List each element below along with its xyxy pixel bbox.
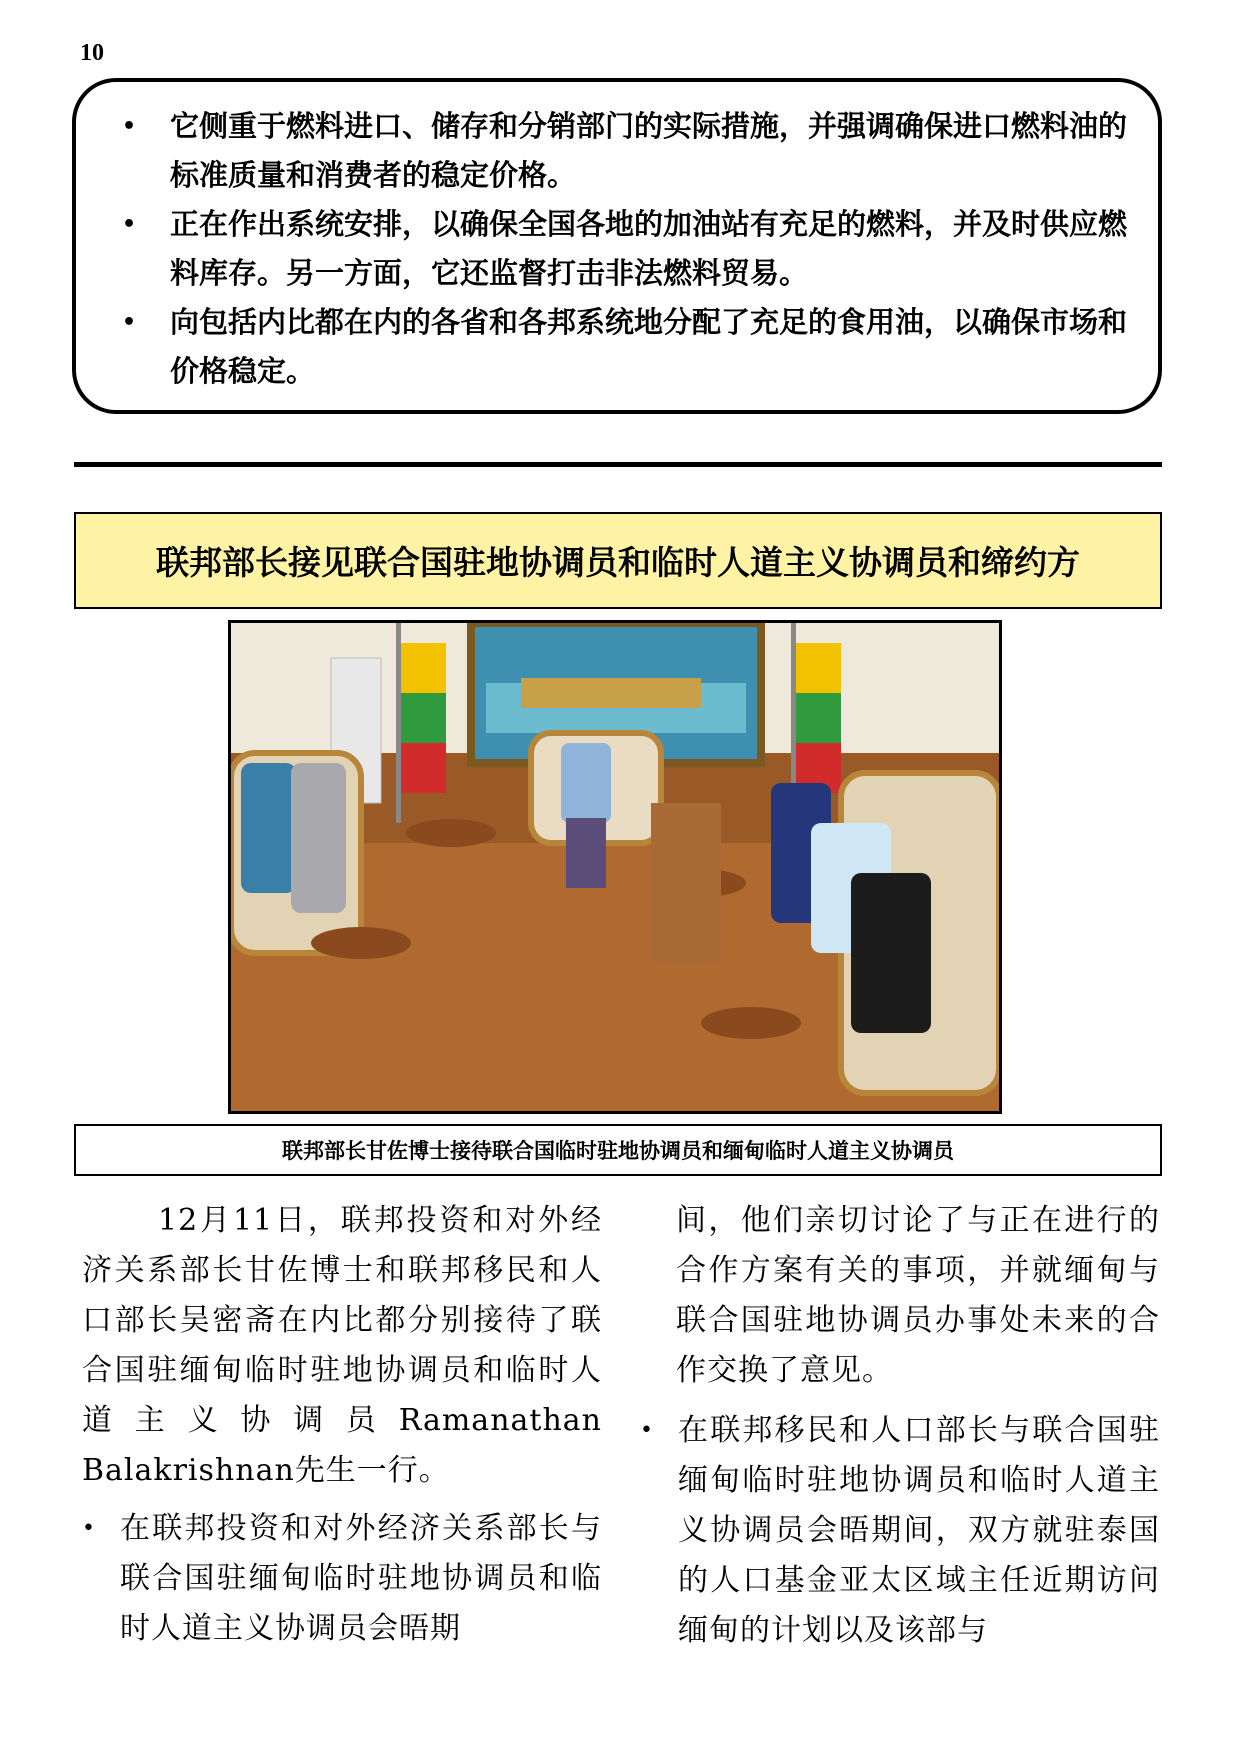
list-item [640, 1406, 1160, 1656]
article-bullet-continuation: 间，他们亲切讨论了与正在进行的合作方案有关的事项，并就缅甸与联合国驻地协调员办事处未来的合作交换了意见。 [676, 1203, 1160, 1388]
article-intro: 12月11日，联邦投资和对外经济关系部长甘佐博士和联邦移民和人口部长吴密斋在内比都分别接待了联合国驻缅甸临时驻地协调员和临时人道主义协调员Ramanathan Balakrishnan先生一行。 [82, 1203, 602, 1488]
summary-list [116, 102, 1138, 396]
bullet-icon: • [82, 1516, 96, 1541]
photo-caption-box [74, 1124, 1162, 1176]
bullet-icon: • [640, 1418, 654, 1443]
list-item [82, 1504, 602, 1654]
photo-caption: 联邦部长甘佐博士接待联合国临时驻地协调员和缅甸临时人道主义协调员 [282, 1139, 954, 1163]
bullet-icon: • [122, 212, 137, 237]
headline: 联邦部长接见联合国驻地协调员和临时人道主义协调员和缔约方 [156, 543, 1080, 582]
bullet-icon: • [122, 310, 137, 335]
article-bullet-text: 在联邦投资和对外经济关系部长与联合国驻缅甸临时驻地协调员和临时人道主义协调员会晤期 [120, 1511, 602, 1646]
list-item: • 向包括内比都在内的各省和各邦系统地分配了充足的食用油，以确保市场和价格稳定。 [116, 298, 1138, 396]
list-item: • 正在作出系统安排，以确保全国各地的加油站有充足的燃料，并及时供应燃料库存。另一方面，它还监督打击非法燃料贸易。 [116, 200, 1138, 298]
section-divider [74, 462, 1162, 467]
article-column-right [640, 1196, 1160, 1656]
page-number: 10 [80, 40, 104, 66]
list-item: • 它侧重于燃料进口、储存和分销部门的实际措施，并强调确保进口燃料油的标准质量和消费者的稳定价格。 [116, 102, 1138, 200]
summary-box [72, 78, 1162, 414]
meeting-photo-illustration [231, 623, 999, 1111]
meeting-photo [228, 620, 1002, 1114]
headline-box [74, 512, 1162, 609]
article-column-left [82, 1196, 602, 1654]
article-bullet-text: 在联邦移民和人口部长与联合国驻缅甸临时驻地协调员和临时人道主义协调员会晤期间，双方就驻泰国的人口基金亚太区域主任近期访问缅甸的计划以及该部与 [678, 1413, 1160, 1648]
bullet-icon: • [122, 114, 137, 139]
